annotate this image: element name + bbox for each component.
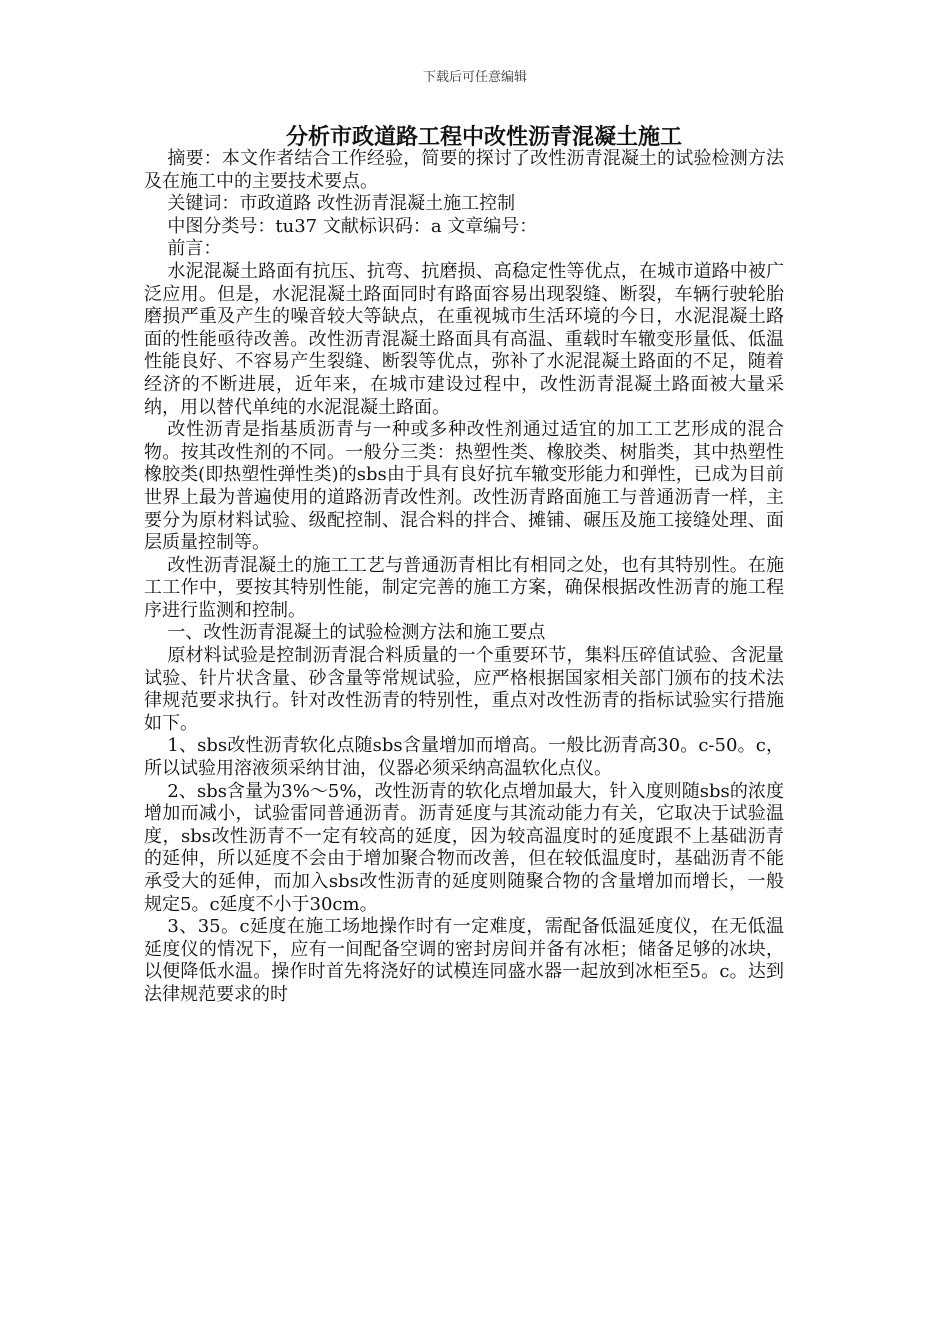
preface-heading: 前言： (167, 238, 222, 260)
list-item: 3、35。c延度在施工场地操作时有一定难度，需配备低温延度仪，在无低温延度仪的情况下，应有一间配备空调的密封房间并备有冰柜；储备足够的冰块，以便降低水温。操作时首先将浇好的试模连同盛水器一起放到冰柜至5。c。达到法律规范要求的时 (144, 916, 784, 1005)
abstract-paragraph: 摘要：本文作者结合工作经验，简要的探讨了改性沥青混凝土的试验检测方法及在施工中的主要技术要点。 (144, 148, 784, 192)
body-paragraph: 原材料试验是控制沥青混合料质量的一个重要环节，集料压碎值试验、含泥量试验、针片状含量、砂含量等常规试验，应严格根据国家相关部门颁布的技术法律规范要求执行。针对改性沥青的特别性，重点对改性沥青的指标试验实行措施如下。 (144, 645, 784, 734)
list-item: 1、sbs改性沥青软化点随sbs含量增加而增高。一般比沥青高30。c-50。c，所以试验用溶液须采纳甘油，仪器必须采纳高温软化点仪。 (144, 735, 784, 780)
section-heading: 一、改性沥青混凝土的试验检测方法和施工要点 (167, 622, 546, 644)
list-item: 2、sbs含量为3%～5%，改性沥青的软化点增加最大，针入度则随sbs的浓度增加而减小，试验雷同普通沥青。沥青延度与其流动能力有关，它取决于试验温度，sbs改性沥青不一定有较高的延度，因为较高温度时的延度跟不上基础沥青的延伸，所以延度不会由于增加聚合物而改善，但在较低温度时，基础沥青不能承受大的延伸，而加入sbs改性沥青的延度则随聚合物的含量增加而增长，一般规定5。c延度不小于30cm。 (144, 780, 784, 915)
body-paragraph: 改性沥青混凝土的施工工艺与普通沥青相比有相同之处，也有其特别性。在施工工作中，要按其特别性能，制定完善的施工方案，确保根据改性沥青的施工程序进行监测和控制。 (144, 554, 784, 621)
body-paragraph: 水泥混凝土路面有抗压、抗弯、抗磨损、高稳定性等优点，在城市道路中被广泛应用。但是，水泥混凝土路面同时有路面容易出现裂缝、断裂，车辆行驶轮胎磨损严重及产生的噪音较大等缺点，在重视城市生活环境的今日，水泥混凝土路面的性能亟待改善。改性沥青混凝土路面具有高温、重载时车辙变形量低、低温性能良好、不容易产生裂缝、断裂等优点，弥补了水泥混凝土路面的不足，随着经济的不断进展，近年来，在城市建设过程中，改性沥青混凝土路面被大量采纳，用以替代单纯的水泥混凝土路面。 (144, 260, 784, 418)
keywords-line: 关键词：市政道路 改性沥青混凝土施工控制 (167, 193, 516, 215)
header-note: 下载后可任意编辑 (422, 70, 527, 85)
classification-line: 中图分类号：tu37 文献标识码：a 文章编号： (167, 215, 538, 237)
document-title: 分析市政道路工程中改性沥青混凝土施工 (286, 124, 683, 150)
document-body (144, 148, 784, 1007)
body-paragraph: 改性沥青是指基质沥青与一种或多种改性剂通过适宜的加工工艺形成的混合物。按其改性剂的不同。一般分三类：热塑性类、橡胶类、树脂类，其中热塑性橡胶类(即热塑性弹性类)的sbs由于具有良好抗车辙变形能力和弹性，已成为目前世界上最为普遍使用的道路沥青改性剂。改性沥青路面施工与普通沥青一样，主要分为原材料试验、级配控制、混合料的拌合、摊铺、碾压及施工接缝处理、面层质量控制等。 (144, 419, 784, 554)
